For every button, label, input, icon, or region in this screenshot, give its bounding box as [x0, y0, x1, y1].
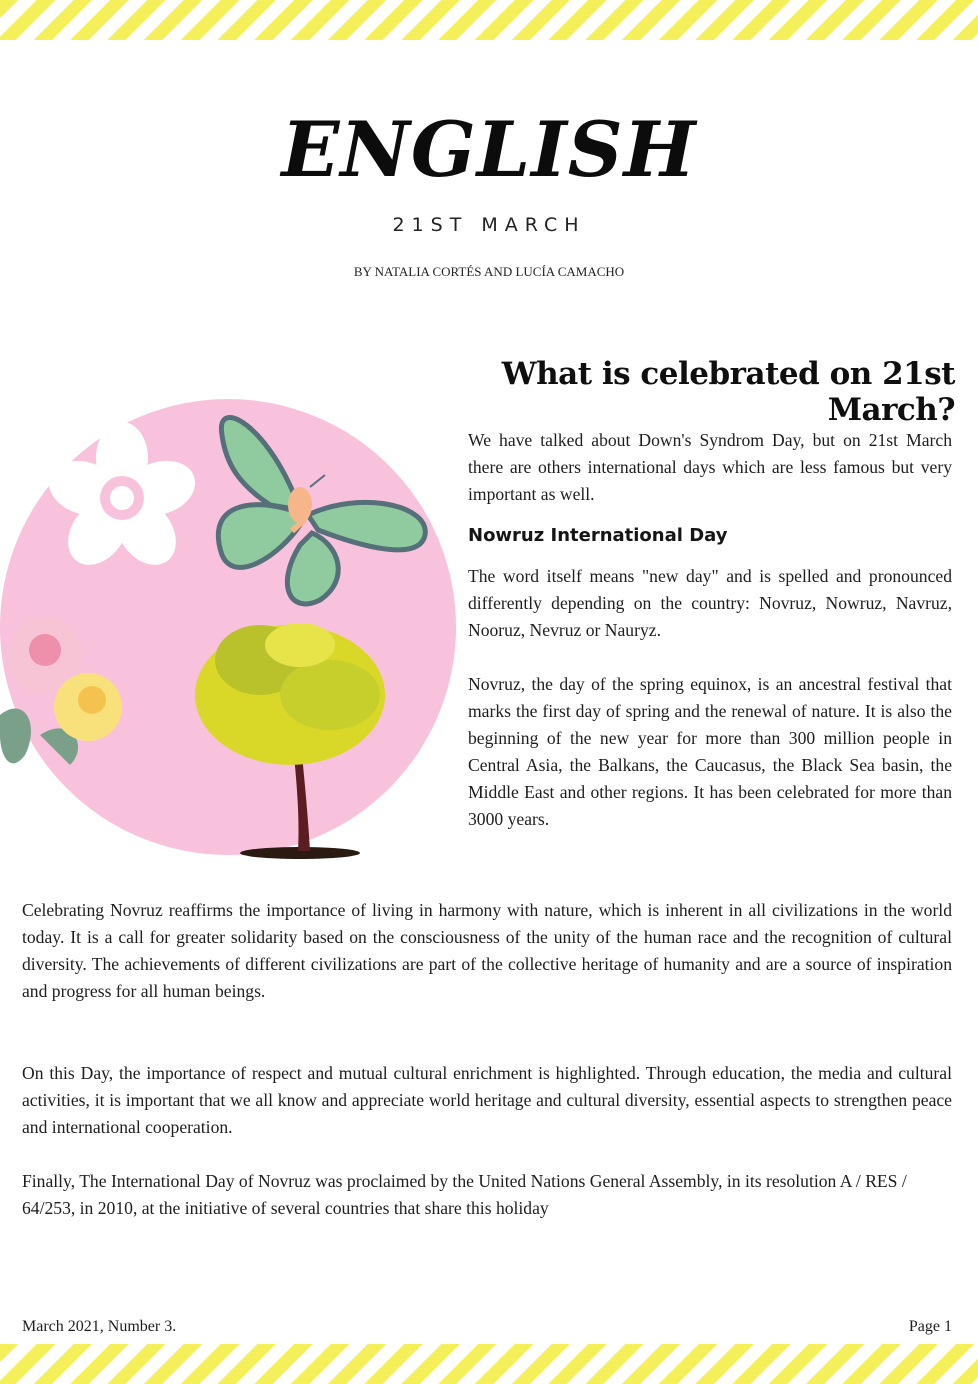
masthead-title: ENGLISH	[281, 105, 697, 194]
intro-paragraph: We have talked about Down's Syndrom Day, but on 21st March there are others international days which are less famous but very important as well.	[468, 430, 952, 504]
top-stripe-border	[0, 0, 978, 40]
celebrating-paragraph: Celebrating Novruz reaffirms the importance of living in harmony with nature, which is inherent in all civilizations in the world today. It is a call for greater solidarity based on the consciousness of the unity of the human race and the recognition of cultural diversity. The achievements of different civilizations are part of the collective heritage of humanity and are a source of inspiration and progress for all human beings.	[22, 900, 952, 1001]
footer-issue: March 2021, Number 3.	[22, 1318, 177, 1335]
spring-illustration	[0, 395, 460, 865]
issue-subtitle: 21ST MARCH	[392, 214, 586, 236]
nowruz-subheading: Nowruz International Day	[468, 525, 728, 546]
footer-page-number: Page 1	[908, 1318, 952, 1335]
bottom-stripe-border	[0, 1344, 978, 1384]
article-title: What is celebrated on 21st March?	[501, 356, 955, 428]
novruz-paragraph: Novruz, the day of the spring equinox, is an ancestral festival that marks the first day of spring and the renewal of nature. It is also the beginning of the new year for more than 300 million people in Central Asia, the Balkans, the Caucasus, the Black Sea basin, the Middle East and other regions. It has been celebrated for more than 3000 years.	[468, 674, 952, 829]
finally-paragraph: Finally, The International Day of Novruz was proclaimed by the United Nations General Assembly, in its resolution A / RES / 64/253, in 2010, at the initiative of several countries that share this holiday	[22, 1171, 907, 1218]
word-meaning-paragraph: The word itself means "new day" and is spelled and pronounced differently depending on the country: Novruz, Nowruz, Navruz, Nooruz, Nevruz or Nauryz.	[468, 566, 952, 640]
byline: BY NATALIA CORTÉS AND LUCÍA CAMACHO	[353, 264, 625, 279]
day-paragraph: On this Day, the importance of respect and mutual cultural enrichment is highlighted. Through education, the media and cultural activities, it is important that we all know and appreciate world heritage and cultural diversity, essential aspects to strengthen peace and international cooperation.	[22, 1063, 952, 1137]
